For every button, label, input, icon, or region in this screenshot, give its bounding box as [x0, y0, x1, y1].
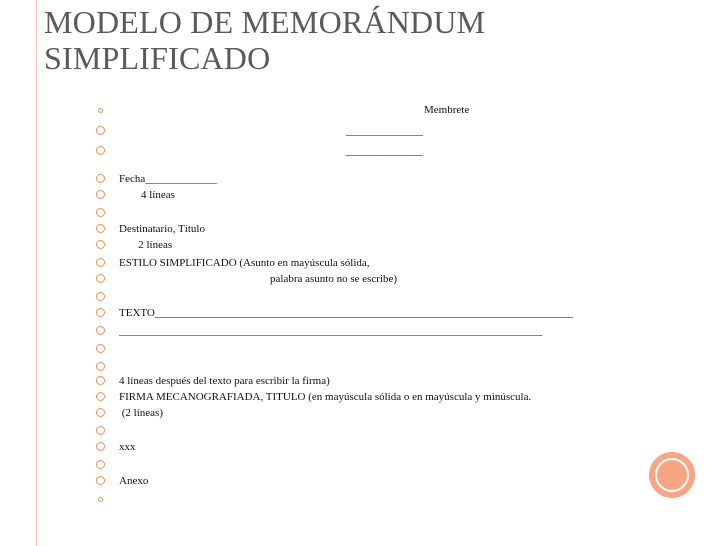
bullet-circle-icon [96, 174, 105, 183]
list-item [0, 124, 728, 141]
list-item [0, 374, 728, 391]
list-item [0, 440, 728, 457]
bullet-circle-icon [96, 308, 105, 317]
list-item-text: Anexo [119, 475, 149, 487]
list-item [0, 256, 728, 273]
list-item [0, 474, 728, 491]
list-item-text: ESTILO SIMPLIFICADO (Asunto en mayúscula sólida, [119, 257, 370, 269]
bullet-circle-icon [98, 108, 103, 113]
list-item [0, 103, 728, 120]
list-item [0, 238, 728, 255]
list-item-text: Membrete [424, 104, 470, 116]
list-item-text: ______________ [346, 145, 423, 157]
bullet-circle-icon [98, 497, 103, 502]
list-item [0, 406, 728, 423]
list-item [0, 342, 728, 359]
bullet-circle-icon [96, 376, 105, 385]
list-item-text: TEXTO____________________________________________________________________________ [119, 307, 573, 319]
list-item-text: (2 líneas) [119, 407, 163, 419]
list-item-text: 4 líneas [119, 189, 175, 201]
bullet-circle-icon [96, 146, 105, 155]
list-item [0, 206, 728, 223]
bullet-circle-icon [96, 476, 105, 485]
list-item-text: xxx [119, 441, 136, 453]
list-item [0, 324, 728, 341]
list-item-text: _____________________________________________________________________________ [119, 325, 543, 337]
list-item [0, 222, 728, 239]
list-item-text: Destinatario, Título [119, 223, 205, 235]
bullet-circle-icon [96, 392, 105, 401]
list-item-text: palabra asunto no se escribe) [270, 273, 398, 285]
list-item [0, 492, 728, 509]
bullet-circle-icon [96, 224, 105, 233]
list-item [0, 306, 728, 323]
list-item [0, 390, 728, 407]
list-item-text: Fecha_____________ [119, 173, 217, 185]
bullet-circle-icon [96, 208, 105, 217]
list-item [0, 290, 728, 307]
list-item [0, 272, 728, 289]
slide-title-line-1: MODELO DE MEMORÁNDUM [44, 4, 486, 40]
list-item [0, 458, 728, 475]
bullet-circle-icon [96, 460, 105, 469]
list-item [0, 144, 728, 161]
list-item-text: 2 líneas [119, 239, 173, 251]
bullet-circle-icon [96, 190, 105, 199]
bullet-circle-icon [96, 258, 105, 267]
bullet-circle-icon [96, 326, 105, 335]
list-item-text: 4 líneas después del texto para escribir la firma) [119, 375, 330, 387]
slide-title-line-2: SIMPLIFICADO [44, 40, 271, 76]
list-item [0, 172, 728, 189]
bullet-circle-icon [96, 408, 105, 417]
bullet-circle-icon [96, 344, 105, 353]
list-item [0, 188, 728, 205]
decorative-circle-icon [649, 452, 695, 498]
list-item-text: ______________ [346, 125, 423, 137]
bullet-circle-icon [96, 274, 105, 283]
bullet-circle-icon [96, 442, 105, 451]
list-item [0, 424, 728, 441]
list-item-text: FIRMA MECANOGRAFIADA, TITULO (en mayúscula sólida o en mayúscula y minúscula. [119, 391, 532, 403]
bullet-circle-icon [96, 292, 105, 301]
bullet-circle-icon [96, 240, 105, 249]
bullet-circle-icon [96, 362, 105, 371]
bullet-circle-icon [96, 126, 105, 135]
bullet-circle-icon [96, 426, 105, 435]
